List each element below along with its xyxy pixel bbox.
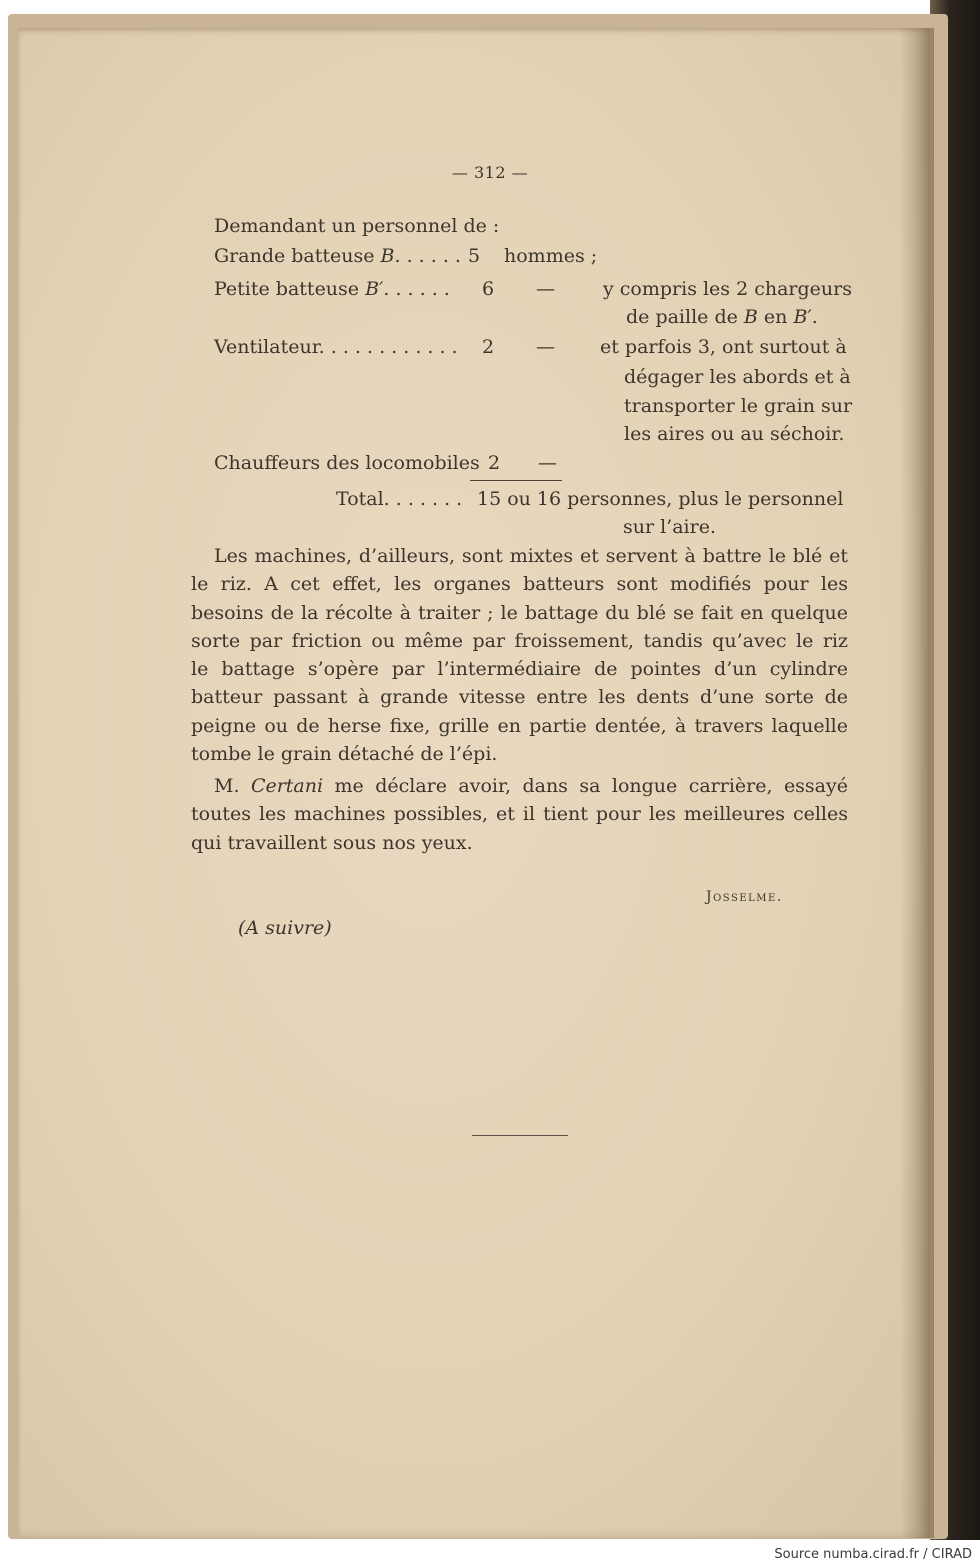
- text-line: besoins de la récolte à traiter ; le battage du blé se fait en quelque: [191, 601, 848, 624]
- continuation-note: (A suivre): [238, 917, 332, 939]
- row-label: Ventilateur. . . . . . . . . . . .: [214, 336, 458, 358]
- row-label: Chauffeurs des locomobiles: [214, 452, 480, 474]
- title-abbrev: M.: [214, 775, 240, 797]
- text-line: sorte par friction ou même par froissement, tandis qu’avec le riz: [191, 629, 848, 652]
- row-note: les aires ou au séchoir.: [624, 423, 845, 445]
- end-rule: [472, 1135, 568, 1136]
- row-count: 5: [468, 245, 481, 267]
- text-line: le battage s’opère par l’intermédiaire de pointes d’un cylindre: [191, 658, 848, 681]
- text-line: le riz. A cet effet, les organes batteurs sont modifiés pour les: [191, 573, 848, 596]
- row-note: y compris les 2 chargeurs: [603, 278, 852, 300]
- total-continuation: sur l’aire.: [623, 516, 716, 538]
- table-intro: Demandant un personnel de :: [214, 215, 500, 237]
- row-note: transporter le grain sur: [624, 395, 853, 417]
- row-count: 2: [488, 452, 501, 474]
- line-rest: me déclare avoir, dans sa longue carrière, essayé: [334, 775, 848, 797]
- row-note: de paille de B en B′.: [626, 306, 818, 328]
- row-note: dégager les abords et à: [624, 366, 851, 388]
- paragraph-certani: [191, 772, 848, 857]
- text-line: qui travaillent sous nos yeux.: [191, 831, 473, 854]
- text-line: [191, 772, 848, 800]
- total-rule: [470, 480, 562, 481]
- author-signature: Josselme.: [706, 889, 783, 905]
- text-line: toutes les machines possibles, et il tient pour les meilleures celles: [191, 803, 848, 826]
- total-label: Total. . . . . . .: [336, 488, 463, 510]
- row-note: et parfois 3, ont surtout à: [600, 336, 847, 358]
- page-number: — 312 —: [451, 163, 529, 182]
- row-unit: hommes ;: [504, 245, 598, 267]
- text-line: Les machines, d’ailleurs, sont mixtes et servent à battre le blé et: [214, 545, 848, 567]
- page-gutter-shadow: [900, 28, 934, 1538]
- text-line: batteur passant à grande vitesse entre les dents d’une sorte de: [191, 686, 848, 709]
- row-count: 6: [482, 278, 495, 300]
- person-name: Certani: [250, 775, 324, 797]
- paragraph-machines: [191, 542, 848, 768]
- row-unit: —: [536, 278, 555, 300]
- row-unit: —: [536, 336, 555, 358]
- text-line: tombe le grain détaché de l’épi.: [191, 743, 498, 766]
- total-value: 15 ou 16 personnes, plus le personnel: [477, 488, 844, 510]
- source-credit: Source numba.cirad.fr / CIRAD: [774, 1547, 972, 1562]
- text-line: peigne ou de herse fixe, grille en partie dentée, à travers laquelle: [191, 714, 848, 737]
- row-label: Petite batteuse B′. . . . . .: [214, 278, 450, 300]
- row-label: Grande batteuse B. . . . . .: [214, 245, 461, 267]
- row-count: 2: [482, 336, 495, 358]
- row-unit: —: [538, 452, 557, 474]
